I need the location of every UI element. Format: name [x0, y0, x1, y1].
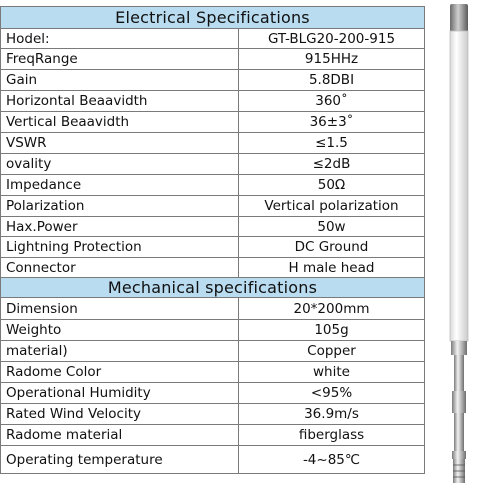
spec-label: Hodel: [1, 29, 239, 49]
spec-value: 20*200mm [239, 298, 425, 320]
spec-row [1, 383, 425, 404]
mechanical-title: Mechanical specifications [1, 278, 425, 298]
spec-value: 105g [239, 320, 425, 341]
spec-label: Radome Color [1, 362, 239, 383]
electrical-header-row [1, 7, 425, 29]
spec-label: Vertical Beaavidth [1, 112, 239, 133]
mechanical-header-row [1, 278, 425, 298]
spec-value: ≤2dB [239, 154, 425, 175]
spec-table [0, 6, 425, 474]
spec-label: Rated Wind Velocity [1, 404, 239, 425]
spec-label: VSWR [1, 133, 239, 154]
spec-row [1, 320, 425, 341]
spec-value: 50w [239, 217, 425, 237]
spec-value: -4~85℃ [239, 446, 425, 474]
spec-label: Dimension [1, 298, 239, 320]
spec-row [1, 258, 425, 278]
spec-row [1, 298, 425, 320]
spec-value: 36±3˚ [239, 112, 425, 133]
spec-label: Horizontal Beaavidth [1, 91, 239, 112]
spec-value: 36.9m/s [239, 404, 425, 425]
spec-label: Radome material [1, 425, 239, 446]
electrical-title: Electrical Specifications [1, 7, 425, 29]
spec-value: fiberglass [239, 425, 425, 446]
spec-label: Operating temperature [1, 446, 239, 474]
spec-value: DC Ground [239, 237, 425, 258]
spec-value: ≤1.5 [239, 133, 425, 154]
spec-row [1, 154, 425, 175]
spec-row [1, 237, 425, 258]
spec-value: 360˚ [239, 91, 425, 112]
spec-value: H male head [239, 258, 425, 278]
spec-label: Impedance [1, 175, 239, 196]
spec-row [1, 362, 425, 383]
spec-row [1, 29, 425, 49]
spec-value: 50Ω [239, 175, 425, 196]
spec-label: material) [1, 341, 239, 362]
antenna-icon [444, 0, 474, 488]
spec-label: Connector [1, 258, 239, 278]
spec-label: Lightning Protection [1, 237, 239, 258]
spec-label: FreqRange [1, 49, 239, 70]
spec-row [1, 341, 425, 362]
spec-row [1, 425, 425, 446]
spec-row [1, 70, 425, 91]
spec-row [1, 446, 425, 474]
spec-value: <95% [239, 383, 425, 404]
spec-row [1, 112, 425, 133]
spec-row [1, 196, 425, 217]
spec-label: Gain [1, 70, 239, 91]
spec-value: white [239, 362, 425, 383]
spec-label: Polarization [1, 196, 239, 217]
spec-label: ovality [1, 154, 239, 175]
spec-value: 5.8DBI [239, 70, 425, 91]
spec-label: Operational Humidity [1, 383, 239, 404]
spec-value: 915HHz [239, 49, 425, 70]
spec-row [1, 91, 425, 112]
spec-row [1, 133, 425, 154]
spec-label: Weighto [1, 320, 239, 341]
spec-value: Vertical polarization [239, 196, 425, 217]
spec-value: Copper [239, 341, 425, 362]
spec-row [1, 175, 425, 196]
spec-label: Hax.Power [1, 217, 239, 237]
spec-row [1, 404, 425, 425]
spec-row [1, 217, 425, 237]
spec-row [1, 49, 425, 70]
spec-value: GT-BLG20-200-915 [239, 29, 425, 49]
